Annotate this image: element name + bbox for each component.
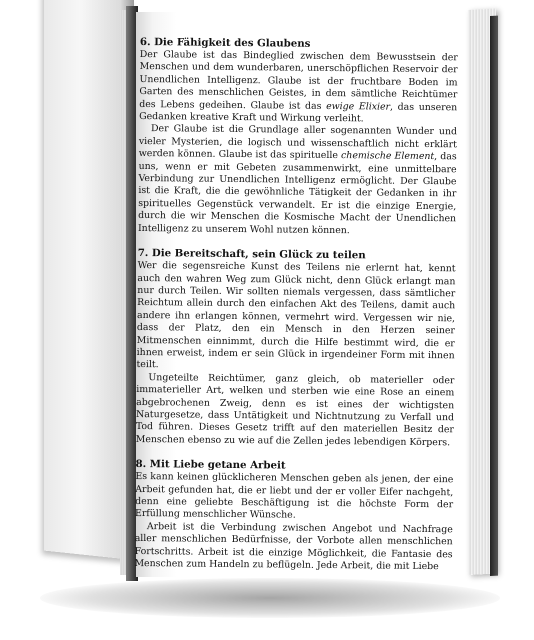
paragraph: Arbeit ist die Verbindung zwischen Angebot und Nachfrage aller menschlichen Bedürfnisse, der Vorbote allen menschlichen Fortschritts. Arbeit ist die einzige Möglichkeit, die Fantasie des Menschen zum Handeln zu beflügeln. Jede Arbeit, die mit Liebe xyxy=(134,520,453,573)
section-heading: 7. Die Bereitschaft, sein Glück zu teilen xyxy=(137,247,366,262)
paragraph: Der Glaube ist die Grundlage aller sogenannten Wunder und vieler Mysterien, die logisch und wissenschaftlich nicht erklärt werden können. Glaube ist das spirituelle chemische Element, das uns, wenn er mit Gebeten zusammenwirkt, eine unmittelbare Verbindung zur Unendlichen Intelligenz ermöglicht. Der Glaube ist die Kraft, die die gewöhnliche Tätigkeit der Gedanken in ihr spirituelles Gegenstück verwandelt. Er ist die einzige Energie, durch die wir Menschen die Kosmische Macht der Unendlichen Intelligenz zu unserem Wohl nutzen können. xyxy=(137,123,458,236)
section-6 xyxy=(138,36,458,238)
page-text xyxy=(134,36,458,586)
back-cover xyxy=(490,16,498,576)
section-8 xyxy=(134,458,453,574)
section-heading: 8. Mit Liebe getane Arbeit xyxy=(135,458,286,472)
paragraph: Es kann keinen glücklicheren Menschen geben als jenen, der eine Arbeit gefunden hat, die er liebt und der er voller Eifer nachgeht, denn eine geliebte Beschäftigung ist die höchste Form der Erfüllung menschlicher Wünsche. xyxy=(134,471,454,522)
section-7 xyxy=(136,247,456,449)
section-heading: 6. Die Fähigkeit des Glaubens xyxy=(139,36,311,50)
paragraph: Wer die segensreiche Kunst des Teilens nie erlernt hat, kennt auch den wahren Weg zum Glück nicht, denn Glück erlangt man nur durch Teilen. Wir sollten niemals vergessen, dass sämtlicher Reichtum allein durch den einfachen Akt des Teilens, damit auch andere ihn erlangen können, vermehrt wird. Vergessen wir nie, dass der Platz, den ein Mensch in den Herzen seiner Mitmenschen einnimmt, durch die Hilfe bestimmt wird, die er ihnen erweist, indem er sein Glück in irgendeiner Form mit ihnen teilt. xyxy=(136,260,456,371)
paragraph: Ungeteilte Reichtümer, ganz gleich, ob materieller oder immaterieller Art, welken und sterben wie eine Rose an einem abgebrochenen Zweig, denn es ist eines der wichtigsten Naturgesetze, dass Untätigkeit und Nichtnutzung zu Verfall und Tod führen. Dieses Gesetz trifft auf den materiellen Besitz der Menschen ebenso zu wie auf die Zellen jedes lebendigen Körpers. xyxy=(135,371,455,449)
paragraph: Der Glaube ist das Bindeglied zwischen dem Bewusstsein der Menschen und dem wunderbaren, unerschöpflichen Reservoir der Unendlichen Intelligenz. Glaube ist der fruchtbare Boden im Garten des menschlichen Geistes, in dem sämtliche Reichtümer des Lebens gedeihen. Glaube ist das ewige Elixier, das unseren Gedanken kreative Kraft und Wirkung verleiht. xyxy=(139,48,458,125)
